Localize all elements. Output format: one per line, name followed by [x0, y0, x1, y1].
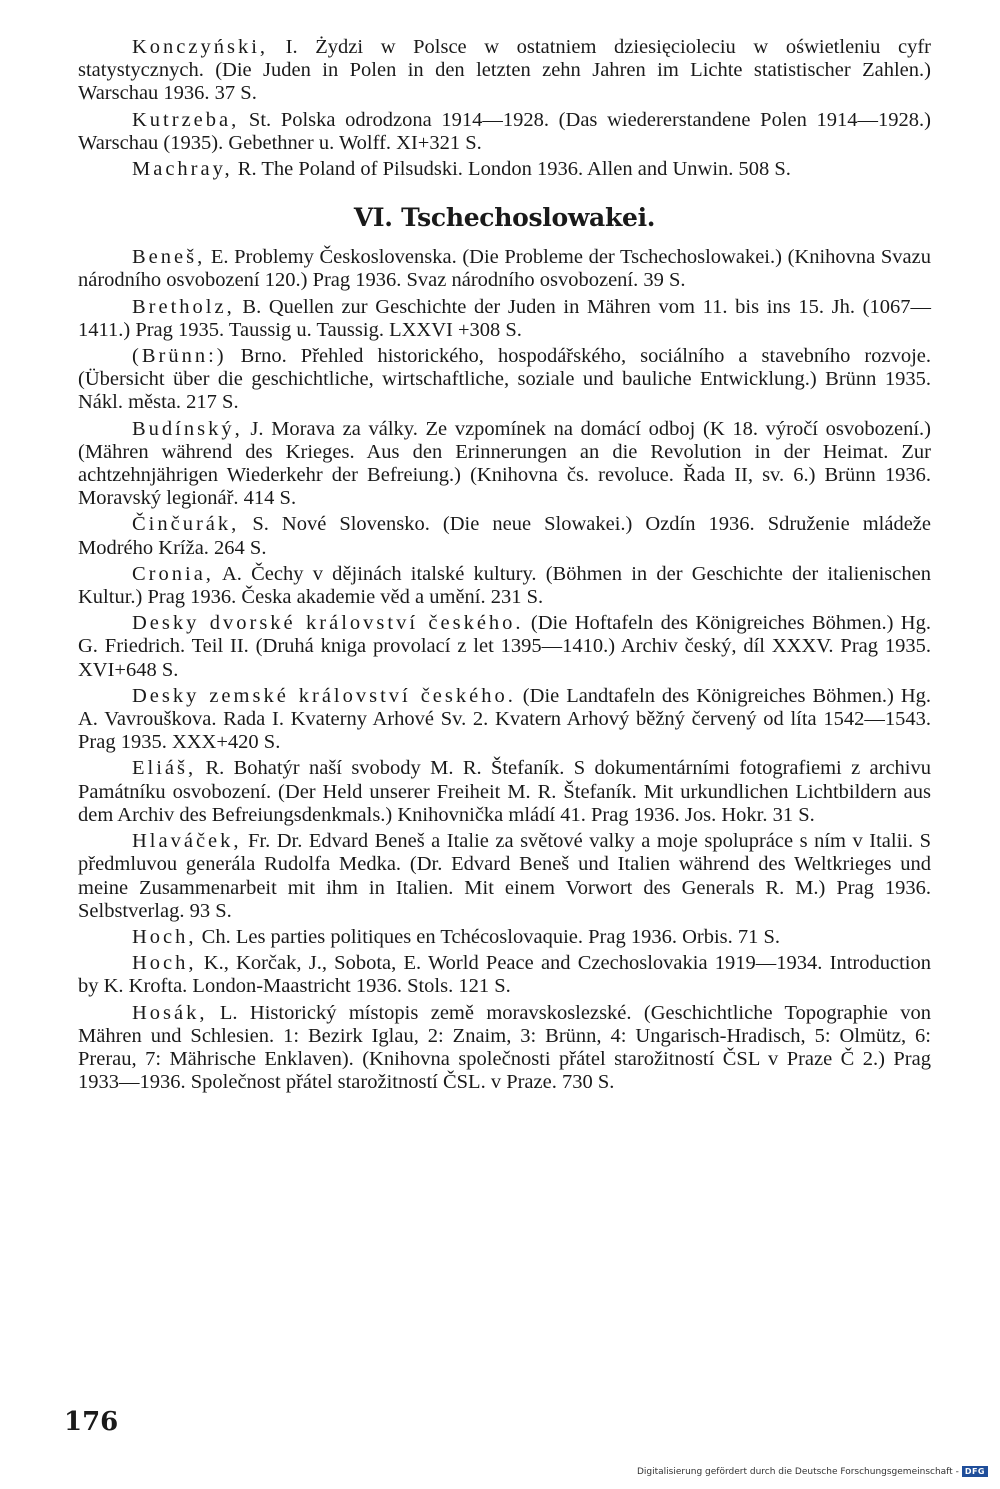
entry-text: R. Bohatýr naší svobody M. R. Štefaník. S dokumentárními fotografiemi z archivu Památníku osvobození. (Der Held unserer Freiheit M. R. Štefaník. Mit urkundlichen Lichtbildern aus dem Archiv des Befreiungsdenkmals.) Knihovnička mládí 41. Prag 1936. Jos. Hokr. 31 S.: [78, 757, 931, 826]
page-number: 176: [64, 1407, 119, 1437]
entry-text: J. Morava za války. Ze vzpomínek na domácí odboj (K 18. výročí osvobození.) (Mähren während des Krieges. Aus den Erinnerungen an die Revolution in der Heimat. Zur achtzehnjährigen Wiederkehr der Befreiung.) (Knihovna čs. revoluce. Řada II, sv. 6.) Brünn 1936. Moravský legionář. 414 S.: [78, 417, 931, 510]
bibliography-entry: [78, 830, 931, 923]
entry-author: Bretholz,: [132, 295, 235, 318]
entry-author: Budínský,: [132, 417, 243, 440]
entry-text: (Die Hoftafeln des Königreiches Böhmen.) Hg. G. Friedrich. Teil II. (Druhá kniga provolací z let 1395—1410.) Archiv český, díl XXXV. Prag 1935. XVI+648 S.: [78, 612, 931, 681]
entries-before: [78, 36, 931, 181]
bibliography-entry: [78, 246, 931, 292]
bibliography-entry: [78, 36, 931, 106]
entry-text: L. Historický místopis země moravskoslezské. (Geschichtliche Topographie von Mähren und Schlesien. 1: Bezirk Iglau, 2: Znaim, 3: Brünn, 4: Ungarisch-Hradisch, 5: Olmütz, 6: Prerau, 7: Mährische Enklaven). (Knihovna společnosti přátel starožitností ČSL v Praze Č 2.) Prag 1933—1936. Společnost přátel starožitností ČSL. v Praze. 730 S.: [78, 1001, 931, 1094]
section-heading: VI. Tschechoslowakei.: [353, 203, 656, 233]
bibliography-entry: [78, 685, 931, 755]
bibliography-entry: [78, 563, 931, 609]
bibliography-entry: [78, 418, 931, 511]
bibliography-entry: [78, 612, 931, 682]
entry-author: Machray,: [132, 158, 233, 181]
dfg-logo: DFG: [962, 1466, 988, 1477]
entry-author: Činčurák,: [132, 513, 240, 536]
entry-text: Fr. Dr. Edvard Beneš a Italie za světové valky a moje spolupráce s ním v Italii. S předmluvou generála Rudolfa Medka. (Dr. Edvard Beneš und Italien während des Weltkrieges und meine Zusammenarbeit mit ihm in Italien. Mit einem Vorwort des Generals R. M.) Prag 1936. Selbstverlag. 93 S.: [78, 830, 931, 922]
entry-text: (Die Landtafeln des Königreiches Böhmen.) Hg. A. Vavrouškova. Rada I. Kvaterny Arhové Sv. 2. Kvatern Arhový běžný červený od líta 1542—1543. Prag 1935. XXX+420 S.: [78, 684, 932, 754]
digitization-footer: [637, 1466, 988, 1477]
entry-author: Hoch,: [132, 952, 197, 975]
entry-author: Hosák,: [132, 1001, 208, 1024]
entry-author: Hoch,: [132, 925, 197, 948]
entry-text: B. Quellen zur Geschichte der Juden in Mähren vom 11. bis ins 15. Jh. (1067—1411.) Prag 1935. Taussig u. Taussig. LXXVI +308 S.: [78, 295, 931, 341]
entry-text: K., Korčak, J., Sobota, E. World Peace and Czechoslovakia 1919—1934. Introduction by K. Krofta. London-Maastricht 1936. Stols. 121 S.: [78, 952, 931, 998]
entry-author: Eliáš,: [132, 757, 197, 780]
bibliography-entry: [78, 1002, 931, 1095]
entry-text: Brno. Přehled historického, hospodářského, sociálního a stavebního rozvoje. (Übersicht über die geschichtliche, wirtschaftliche, soziale und bauliche Entwicklung.) Brünn 1935. Nákl. města. 217 S.: [78, 345, 931, 414]
bibliography-entry: [78, 952, 931, 998]
bibliography-entry: [78, 926, 931, 949]
entry-author: Desky dvorské království českého.: [132, 612, 524, 635]
entry-text: St. Polska odrodzona 1914—1928. (Das wiedererstandene Polen 1914—1928.) Warschau (1935). Gebethner u. Wolff. XI+321 S.: [78, 108, 931, 154]
entry-text: S. Nové Slovensko. (Die neue Slowakei.) Ozdín 1936. Sdruženie mládeže Modrého Kríža. 264 S.: [78, 513, 931, 559]
entry-author: Beneš,: [132, 246, 206, 269]
entry-text: R. The Poland of Pilsudski. London 1936. Allen and Unwin. 508 S.: [232, 158, 791, 181]
entry-text: I. Żydzi w Polsce w ostatniem dziesięcioleciu w oświetleniu cyfr statystycznych. (Die Juden in Polen in den letzten zehn Jahren im Lichte statistischer Zahlen.) Warschau 1936. 37 S.: [78, 36, 931, 105]
entry-author: Cronia,: [132, 562, 214, 585]
entry-author: (Brünn:): [132, 345, 227, 368]
entry-text: A. Čechy v dějinách italské kultury. (Böhmen in der Geschichte der italienischen Kultur.) Prag 1936. Česka akademie věd a umění. 231 S.: [78, 562, 931, 609]
page-body: [78, 36, 931, 1097]
bibliography-entry: [78, 345, 931, 415]
entry-author: Konczyński,: [132, 36, 269, 58]
bibliography-entry: [78, 158, 931, 181]
entry-author: Desky zemské království českého.: [132, 684, 516, 707]
footer-text: Digitalisierung gefördert durch die Deutsche Forschungsgemeinschaft -: [636, 1466, 959, 1477]
entries-after: [78, 246, 931, 1094]
bibliography-entry: [78, 109, 931, 155]
entry-text: Ch. Les parties politiques en Tchécoslovaquie. Prag 1936. Orbis. 71 S.: [196, 925, 781, 948]
bibliography-entry: [78, 513, 931, 559]
entry-text: E. Problemy Československa. (Die Probleme der Tschechoslowakei.) (Knihovna Svazu národního osvobození 120.) Prag 1936. Svaz národního osvobození. 39 S.: [78, 246, 931, 292]
bibliography-entry: [78, 757, 931, 827]
entry-author: Kutrzeba,: [132, 108, 240, 131]
bibliography-entry: [78, 296, 931, 342]
entry-author: Hlaváček,: [132, 830, 242, 853]
